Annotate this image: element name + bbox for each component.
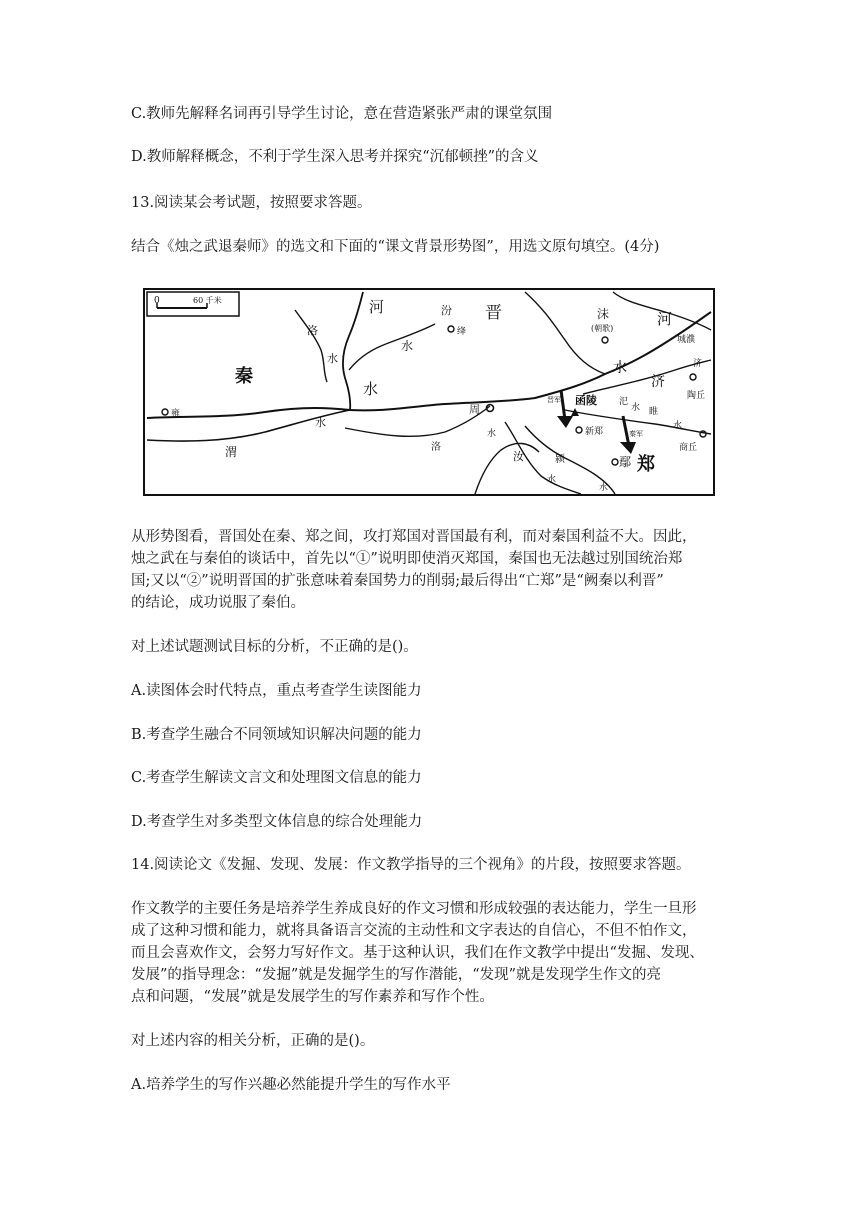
q13-option-b: B.考查学生融合不同领域知识解决问题的能力: [131, 727, 422, 743]
map-label-chengpu: 城濮: [677, 335, 696, 345]
map-label-shui-ying: 水: [599, 483, 609, 493]
jin-army-arrow: [561, 390, 565, 420]
map-label-qin: 秦: [235, 366, 253, 387]
q12-option-d: D.教师解释概念，不利于学生深入思考并探究“沉郁顿挫”的含义: [131, 149, 539, 165]
map-label-zheng: 郑: [637, 454, 655, 475]
ji-river: [583, 360, 711, 394]
map-label-si: 汜: [619, 397, 629, 407]
ru-river: [475, 443, 539, 494]
map-label-mo: 沫: [597, 307, 610, 321]
river-ne-1: [525, 292, 605, 374]
map-label-wei: 渭: [225, 445, 238, 459]
map-label-ji-top: 济: [693, 359, 703, 369]
map-label-ru: 汝: [513, 450, 524, 463]
map-label-yan: 鄢: [619, 455, 632, 469]
q14-title: 14.阅读论文《发掘、发现、发展：作文教学指导的三个视角》的片段，按照要求答题。: [131, 857, 691, 873]
map-label-ying: 颍: [555, 454, 565, 465]
map-label-sui: 睢: [649, 407, 659, 417]
q14-passage-line: 作文教学的主要任务是培养学生养成良好的作文习惯和形成较强的表达能力，学生一旦形: [131, 901, 697, 917]
map-label-jiang: 绛: [457, 327, 467, 337]
yong-marker: [162, 409, 168, 415]
q13-question: 对上述试题测试目标的分析，不正确的是()。: [131, 639, 418, 655]
q13-option-a: A.读图体会时代特点，重点考查学生读图能力: [131, 683, 422, 699]
map-label-luo-top: 洛: [307, 324, 318, 337]
fen-river: [349, 324, 435, 370]
map-label-yong: 雍: [171, 409, 181, 419]
q14-passage: [131, 898, 731, 1008]
shangqiu-marker: [700, 431, 706, 437]
map-label-shui-si: 水: [631, 403, 641, 413]
xinzheng-marker: [576, 427, 582, 433]
q14-question: 对上述内容的相关分析，正确的是()。: [131, 1033, 375, 1049]
map-label-shui-mid: 水: [487, 429, 497, 439]
q13-passage-line: 烛之武在与秦伯的谈话中，首先以“①”说明即使消灭郑国，秦国也无法越过别国统治郑: [131, 551, 683, 567]
q13-passage-line: 国;又以“②”说明晋国的扩张意味着秦国势力的削弱;最后得出“亡郑”是“阙秦以利晋”: [131, 573, 664, 589]
q12-option-c: C.教师先解释名词再引导学生讨论，意在营造紧张严肃的课堂氛围: [131, 106, 553, 122]
map-label-shui-fen: 水: [401, 339, 414, 353]
he-river-north: [343, 292, 363, 410]
mo-marker: [602, 337, 608, 343]
map-label-shangqiu: 商丘: [679, 443, 698, 453]
map-label-zhaoge: (朝歌): [591, 324, 614, 333]
map-label-fen: 汾: [441, 304, 452, 317]
map-label-taoqiu: 陶丘: [687, 391, 706, 401]
q13-option-d: D.考查学生对多类型文体信息的综合处理能力: [131, 814, 423, 830]
map-label-he-top: 河: [369, 298, 385, 316]
q14-passage-line: 成了这种习惯和能力，就将具备语言交流的主动性和文字表达的自信心，不但不怕作文，: [131, 923, 697, 939]
map-label-shui-east: 水: [613, 360, 627, 376]
map-drawing: [145, 290, 713, 494]
map-label-shui-sui: 水: [673, 421, 683, 431]
map-label-shui-luo: 水: [327, 352, 338, 365]
q14-passage-line: 发展”的指导理念：“发掘”就是发掘学生的写作潜能，“发现”就是发现学生作文的亮: [131, 967, 662, 983]
yan-marker: [612, 459, 618, 465]
q13-instruction: 结合《烛之武退秦师》的选文和下面的“课文背景形势图”，用选文原句填空。(4分): [131, 239, 660, 255]
q13-option-c: C.考查学生解读文言文和处理图文信息的能力: [131, 770, 422, 786]
map-label-shui-ru: 水: [547, 475, 557, 485]
map-label-jin: 晋: [485, 303, 502, 323]
map-label-hanling: 函陵: [575, 394, 597, 407]
q14-passage-line: 而且会喜欢作文，会努力写好作文。基于这种认识，我们在作文教学中提出“发掘、发现、: [131, 945, 704, 961]
map-label-shui-wei: 水: [315, 416, 326, 429]
historical-situation-map: [143, 288, 715, 496]
map-label-he-right: 河: [657, 310, 673, 328]
q14-option-a: A.培养学生的写作兴趣必然能提升学生的写作水平: [131, 1077, 451, 1093]
map-label-xinzheng: 新郑: [585, 427, 604, 437]
map-label-shui-he: 水: [363, 380, 379, 398]
q13-passage-line: 的结论，成功说服了秦伯。: [131, 595, 305, 611]
taoqiu-marker: [690, 374, 696, 380]
q13-title: 13.阅读某会考试题，按照要求答题。: [131, 195, 372, 211]
q13-passage: [131, 526, 731, 614]
q14-passage-line: 点和问题，“发展”就是发展学生的写作素养和写作个性。: [131, 989, 494, 1005]
q13-passage-line: 从形势图看，晋国处在秦、郑之间，攻打郑国对晋国最有利，而对秦国利益不大。因此，: [131, 529, 697, 545]
jiang-marker: [448, 326, 454, 332]
map-label-jinjun: 晋军: [547, 396, 561, 404]
scale-km: 60 千米: [193, 296, 222, 305]
luo-river-north: [295, 310, 327, 382]
map-label-luo-bottom: 洛: [431, 442, 441, 453]
scale-zero: 0: [154, 296, 160, 306]
map-label-qinjun: 秦军: [629, 430, 643, 438]
map-label-ji: 济: [651, 374, 665, 390]
map-label-zhou: 周: [469, 403, 480, 416]
